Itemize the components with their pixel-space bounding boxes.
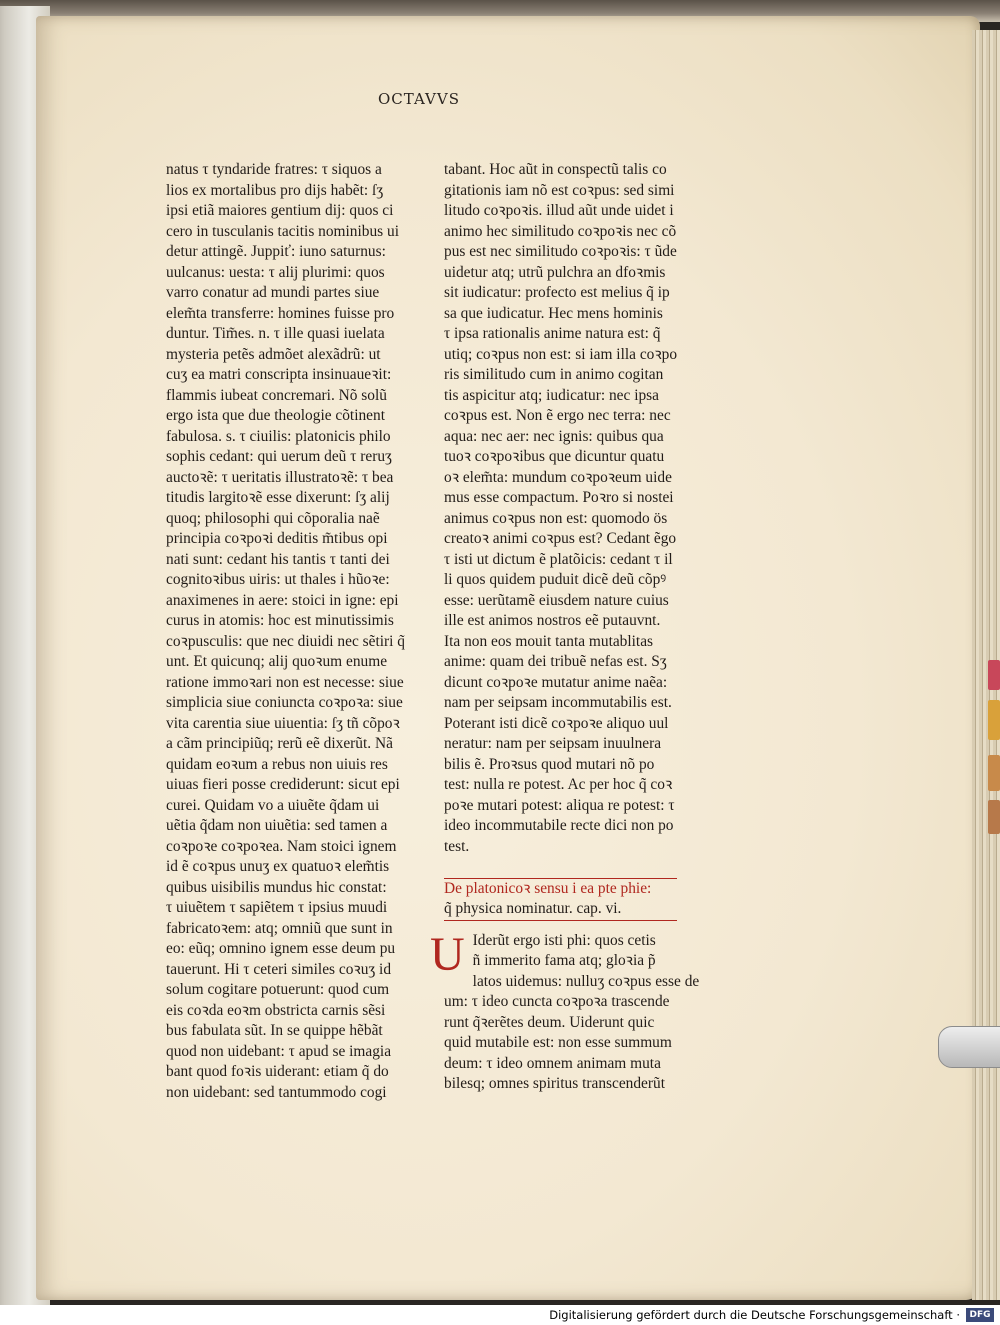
text-line: natus τ tyndaride fratres: τ siquos a (166, 161, 382, 178)
text-line: tabant. Hoc aũt in conspectũ talis co (444, 161, 667, 178)
text-line: sophis cedant: qui uerum deũ τ reruʒ (166, 448, 392, 465)
running-header: OCTAVVS (378, 90, 460, 108)
text-line: τ ipsa rationalis anime natura est: q̃ (444, 325, 661, 342)
text-line: ris similitudo cum in animo cogitan (444, 366, 664, 383)
text-line: elem̃ta transferre: homines fuisse pro (166, 304, 395, 322)
text-line: oꝛ elem̃ta: mundum coꝛpoꝛeum uide (444, 468, 672, 486)
text-line: aqua: nec aer: nec ignis: quibus qua (444, 427, 664, 445)
text-line: anaximenes in aere: stoici in igne: epi (166, 591, 399, 609)
text-line: eis coꝛda eoꝛm obstricta carnis sẽsi (166, 1001, 386, 1019)
text-line: litudo coꝛpoꝛis. illud aũt unde uidet i (444, 202, 674, 219)
text-line: curus in atomis: hoc est minutissimis (166, 612, 394, 629)
text-line: utiq; coꝛpus non est: si iam illa coꝛpo (444, 345, 678, 363)
text-line: id ẽ coꝛpus unuʒ ex quatuoꝛ elem̃tis (166, 858, 390, 875)
text-line: deum: τ ideo omnem animam muta (444, 1054, 661, 1072)
footer-bar (0, 1305, 1000, 1325)
text-line: cognitoꝛibus uiris: ut thales i hũoꝛe: (166, 571, 390, 588)
text-line: sit iudicatur: profecto est melius q̃ ip (444, 284, 670, 301)
text-line: li quos quidem puduit dicẽ deũ cõpꝰ (444, 571, 667, 588)
text-line: detur attingẽ. Juppiť: iuno saturnus: (166, 243, 386, 260)
text-line: ergo ista que due theologie cõtinent (166, 407, 385, 424)
text-line: fabulosa. s. τ ciuilis: platonicis philo (166, 427, 391, 445)
text-line: um: τ ideo cuncta coꝛpoꝛa trascende (444, 993, 670, 1010)
right-text-column (430, 160, 700, 1095)
bookmark-tab (988, 755, 1000, 791)
bookmark-tab (988, 800, 1000, 834)
text-line: pus est nec similitudo coꝛpoꝛis: τ ũde (444, 243, 677, 260)
text-line: lios ex mortalibus pro dijs habẽt: ſʒ (166, 181, 384, 199)
text-line: τ uiuẽtem τ sapiẽtem τ ipsius muudi (166, 899, 388, 916)
text-line: varro conatur ad mundi partes siue (166, 284, 380, 301)
text-line: Ita non eos mouit tanta mutablitas (444, 632, 654, 650)
bookmark-tab (988, 700, 1000, 740)
page-clip (938, 1026, 1000, 1068)
text-line: esse: uerũtamẽ eiusdem nature cuius (444, 591, 669, 609)
text-line: mus esse compactum. Poꝛro si nostei (444, 489, 674, 506)
text-line: nati sunt: cedant his tantis τ tanti dei (166, 550, 390, 568)
dfg-logo: DFG (966, 1308, 994, 1322)
text-line: ille est animos nostros eẽ putauvnt. (444, 612, 661, 629)
text-line: unt. Et quicunq; alij quoꝛum enume (166, 653, 388, 670)
chapter-opening (430, 927, 700, 1095)
text-line: quod non uidebant: τ apud se imagia (166, 1042, 392, 1060)
text-line: cero in tusculanis tacitis nominibus ui (166, 222, 399, 240)
text-line: bilesq; omnes spiritus transcenderũt (444, 1075, 665, 1092)
text-line: coꝛpoꝛe coꝛpoꝛea. Nam stoici ignem (166, 837, 397, 855)
text-line: nam per seipsam incommutabilis est. (444, 694, 672, 711)
text-line: bant quod foꝛis uiderant: etiam q̃ do (166, 1063, 389, 1080)
left-text-column (166, 160, 405, 1103)
text-line: tis aspicitur atq; iudicatur: nec ipsa (444, 386, 659, 404)
text-line: bilis ẽ. Proꝛsus quod mutari nõ po (444, 755, 655, 773)
text-line: quidam eoꝛum a rebus non uiuis res (166, 755, 388, 773)
text-line: uiuas fieri posse crediderunt: sicut epi (166, 776, 400, 793)
text-line: non uidebant: sed tantummodo cogi (166, 1083, 387, 1101)
text-line: auctoꝛẽ: τ ueritatis illustratoꝛẽ: τ bea (166, 468, 394, 486)
text-line: quoq; philosophi qui cõporalia naẽ (166, 509, 380, 527)
text-line: Poterant isti dicẽ coꝛpoꝛe aliquo uul (444, 714, 669, 732)
text-line: animo hec similitudo coꝛpoꝛis nec cõ (444, 222, 677, 240)
text-line: test: nulla re potest. Ac per hoc q̃ coꝛ (444, 776, 673, 793)
funding-credit: Digitalisierung gefördert durch die Deutsche Forschungsgemeinschaft · (549, 1308, 960, 1322)
text-line: dicunt coꝛpoꝛe mutatur anime naẽa: (444, 673, 668, 691)
text-line: cuʒ ea matri conscripta insinuaueꝛit: (166, 366, 392, 383)
text-line: tauerunt. Hi τ ceteri similes coꝛuʒ id (166, 960, 392, 978)
text-line: a cãm principiũq; rerũ eẽ dixerũt. Nã (166, 735, 393, 752)
text-line: principia coꝛpoꝛi deditis m̃tibus opi (166, 530, 388, 547)
text-line: animus coꝛpus non est: quomodo ös (444, 509, 668, 527)
text-line: tuoꝛ coꝛpoꝛibus que dicuntur quatu (444, 448, 665, 465)
text-line: gitationis iam nõ est coꝛpus: sed simi (444, 181, 675, 199)
text-line: runt q̃ꝛerẽtes deum. Uiderunt quic (444, 1013, 655, 1031)
text-line: solum cogitare potuerunt: quod cum (166, 981, 390, 998)
decorated-initial: U (430, 927, 465, 981)
text-line: neratur: nam per seipsam inuulnera (444, 735, 662, 752)
text-line: ipsi etiã maiores gentium dij: quos ci (166, 202, 394, 219)
text-line: vita carentia siue uiuentia: ſʒ tñ cõpoꝛ (166, 714, 400, 732)
chapter-heading (444, 878, 677, 921)
text-line: coꝛpusculis: que nec diuidi nec sẽtiri q̃ (166, 632, 405, 650)
text-line: quibus uisibilis mundus hic constat: (166, 878, 387, 896)
chapter-heading-line: De platonicoꝛ sensu i ea pte phie: (444, 879, 652, 897)
text-line: ideo incommutabile recte dici non po (444, 817, 674, 834)
text-line: fabricatoꝛem: atq; omniũ que sunt in (166, 919, 393, 937)
text-line: coꝛpus est. Non ẽ ergo nec terra: nec (444, 407, 671, 424)
text-line: titudis largitoꝛẽ esse dixerunt: ſʒ alij (166, 489, 390, 506)
text-line: test. (444, 837, 470, 855)
text-line: flammis iubeat concremari. Nõ solũ (166, 386, 387, 404)
chapter-heading-line: q̃ physica nominatur. cap. vi. (444, 900, 622, 917)
text-line: τ isti ut dictum ẽ platõicis: cedant τ il (444, 550, 673, 568)
text-line: poꝛe mutari potest: aliqua re potest: τ (444, 796, 675, 814)
text-line: uẽtia q̃dam non uiuẽtia: sed tamen a (166, 817, 388, 834)
text-line: quid mutabile est: non esse summum (444, 1034, 672, 1051)
text-line: eo: eũq; omnino ignem esse deum pu (166, 940, 396, 957)
text-line: Iderũt ergo isti phi: quos cetis (472, 931, 656, 949)
text-line: ratione immoꝛari non est necesse: siue (166, 673, 404, 691)
text-line: mysteria petẽs admõet alexãdrũ: ut (166, 345, 381, 363)
text-line: creatoꝛ animi coꝛpus est? Cedant ẽgo (444, 530, 677, 547)
text-line: uidetur atq; utrũ pulchra an dfoꝛmis (444, 263, 666, 281)
text-line: curei. Quidam vo a uiuẽte q̃dam ui (166, 796, 380, 814)
text-line: bus fabulata sũt. In se quippe hẽbãt (166, 1022, 383, 1039)
text-line: duntur. Tim̃es. n. τ ille quasi iuelata (166, 325, 385, 342)
text-line: sa que iudicatur. Hec mens hominis (444, 304, 663, 322)
text-line: simplicia siue coniuncta coꝛpoꝛa: siue (166, 694, 403, 711)
text-line: ñ immerito fama atq; gloꝛia p̃ (472, 952, 656, 969)
text-line: uulcanus: uesta: τ alij plurimi: quos (166, 263, 385, 281)
text-line: latos uidemus: nulluʒ coꝛpus esse de (472, 972, 700, 990)
text-line: anime: quam dei tribuẽ nefas est. Sʒ (444, 653, 667, 670)
bookmark-tab (988, 660, 1000, 690)
